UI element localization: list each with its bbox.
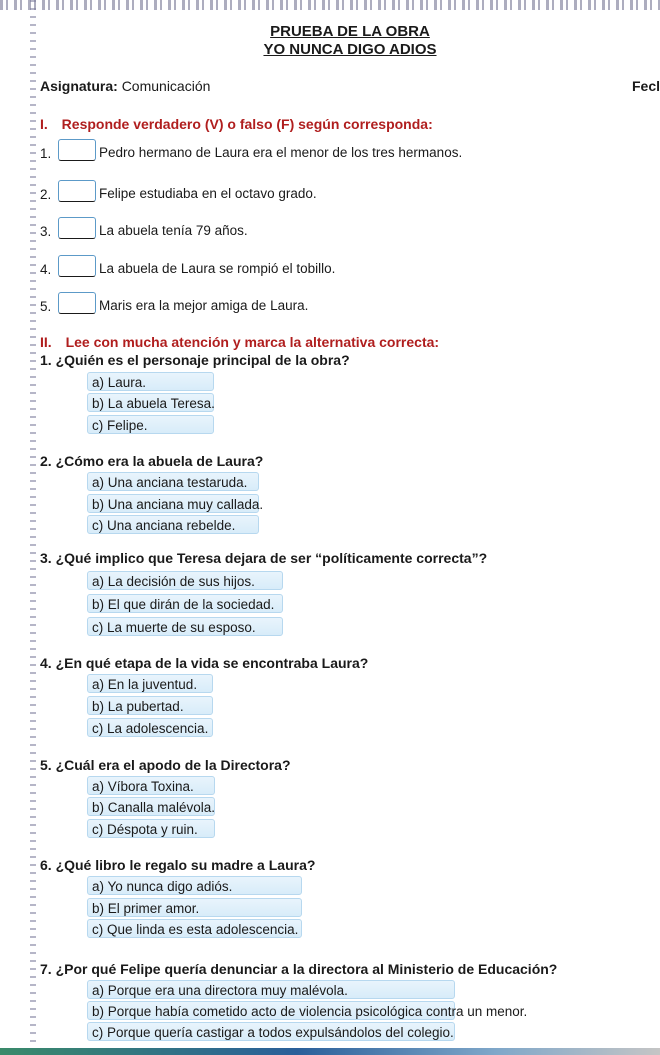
tf-item-text: La abuela de Laura se rompió el tobillo.	[99, 261, 336, 276]
question-1: 1. ¿Quién es el personaje principal de la obra?	[40, 352, 350, 368]
question-5-option-a[interactable]: a) Víbora Toxina.	[87, 776, 215, 795]
section-1-title	[40, 116, 433, 132]
question-7: 7. ¿Por qué Felipe quería denunciar a la directora al Ministerio de Educación?	[40, 961, 558, 977]
subject-label: Asignatura:	[40, 78, 118, 94]
section-1-number: I.	[40, 116, 48, 132]
question-5: 5. ¿Cuál era el apodo de la Directora?	[40, 757, 291, 773]
document-title: PRUEBA DE LA OBRA	[270, 23, 430, 40]
tf-item-3	[40, 215, 248, 239]
tf-answer-box[interactable]	[58, 217, 96, 239]
question-6-option-b[interactable]: b) El primer amor.	[87, 898, 302, 917]
tf-item-5	[40, 290, 308, 314]
tf-item-number: 5.	[40, 299, 52, 314]
tf-answer-box[interactable]	[58, 292, 96, 314]
question-3-option-a[interactable]: a) La decisión de sus hijos.	[87, 571, 283, 590]
question-1-option-c[interactable]: c) Felipe.	[87, 415, 214, 434]
section-1-heading: Responde verdadero (V) o falso (F) según corresponda:	[61, 116, 433, 132]
tf-answer-box[interactable]	[58, 255, 96, 277]
question-4-option-a[interactable]: a) En la juventud.	[87, 674, 213, 693]
question-2-option-b[interactable]: b) Una anciana muy callada.	[87, 494, 259, 513]
question-1-option-b[interactable]: b) La abuela Teresa.	[87, 393, 214, 412]
question-7-option-c[interactable]: c) Porque quería castigar a todos expulsándolos del colegio.	[87, 1022, 455, 1041]
question-5-option-c[interactable]: c) Déspota y ruin.	[87, 819, 215, 838]
document-subtitle: YO NUNCA DIGO ADIOS	[263, 41, 437, 58]
question-1-option-a[interactable]: a) Laura.	[87, 372, 214, 391]
section-2-number: II.	[40, 334, 52, 350]
tf-item-4	[40, 253, 335, 277]
question-4-option-c[interactable]: c) La adolescencia.	[87, 718, 213, 737]
question-7-option-a[interactable]: a) Porque era una directora muy malévola.	[87, 980, 455, 999]
tf-item-text: La abuela tenía 79 años.	[99, 223, 248, 238]
question-3: 3. ¿Qué implico que Teresa dejara de ser “políticamente correcta”?	[40, 550, 488, 566]
decorative-bottom-band	[0, 1048, 660, 1055]
question-7-option-b[interactable]: b) Porque había cometido acto de violencia psicológica contra un menor.	[87, 1001, 455, 1020]
question-4-option-b[interactable]: b) La pubertad.	[87, 696, 213, 715]
question-6-option-c[interactable]: c) Que linda es esta adolescencia.	[87, 919, 302, 938]
tf-item-number: 3.	[40, 224, 52, 239]
tf-item-number: 2.	[40, 187, 52, 202]
decorative-top-border	[0, 0, 660, 10]
section-2-title	[40, 334, 439, 350]
decorative-left-border	[30, 0, 36, 1055]
question-2: 2. ¿Cómo era la abuela de Laura?	[40, 453, 264, 469]
question-3-option-c[interactable]: c) La muerte de su esposo.	[87, 617, 283, 636]
question-2-option-c[interactable]: c) Una anciana rebelde.	[87, 515, 259, 534]
tf-item-text: Felipe estudiaba en el octavo grado.	[99, 186, 317, 201]
tf-item-2	[40, 178, 317, 202]
tf-answer-box[interactable]	[58, 180, 96, 202]
tf-item-number: 4.	[40, 262, 52, 277]
question-2-option-a[interactable]: a) Una anciana testaruda.	[87, 472, 259, 491]
date-label: Fecl	[631, 78, 660, 94]
section-2-heading: Lee con mucha atención y marca la alternativa correcta:	[65, 334, 440, 350]
question-6: 6. ¿Qué libro le regalo su madre a Laura?	[40, 857, 316, 873]
question-4: 4. ¿En qué etapa de la vida se encontraba Laura?	[40, 655, 369, 671]
tf-answer-box[interactable]	[58, 139, 96, 161]
question-3-option-b[interactable]: b) El que dirán de la sociedad.	[87, 594, 283, 613]
tf-item-text: Pedro hermano de Laura era el menor de los tres hermanos.	[99, 145, 463, 160]
question-5-option-b[interactable]: b) Canalla malévola.	[87, 797, 215, 816]
subject-line	[40, 78, 210, 94]
tf-item-1	[40, 137, 462, 161]
tf-item-number: 1.	[40, 146, 52, 161]
tf-item-text: Maris era la mejor amiga de Laura.	[99, 298, 309, 313]
subject-value: Comunicación	[121, 78, 211, 94]
question-6-option-a[interactable]: a) Yo nunca digo adiós.	[87, 876, 302, 895]
